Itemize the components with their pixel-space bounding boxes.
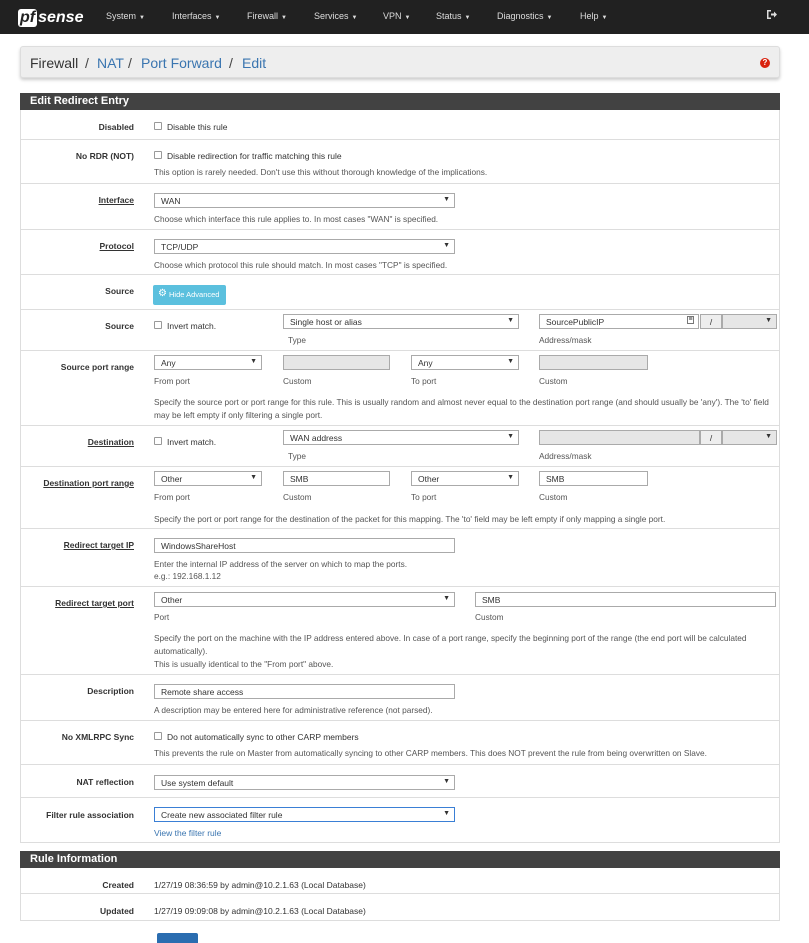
help-text: Choose which interface this rule applies to. In most cases "WAN" is specified. xyxy=(154,214,439,224)
nat-reflection-select[interactable]: Use system default ▼ xyxy=(154,775,455,790)
hide-advanced-button[interactable]: ⚙ Hide Advanced xyxy=(153,285,226,305)
help-text: Enter the internal IP address of the server on which to map the ports. xyxy=(154,559,408,569)
disable-rule-checkbox[interactable] xyxy=(154,122,162,130)
menu-services[interactable]: Services ▼ xyxy=(314,11,358,21)
breadcrumb-firewall: Firewall xyxy=(30,55,79,71)
top-navbar xyxy=(0,0,809,34)
source-port-to-custom[interactable] xyxy=(539,355,648,370)
help-text: Specify the port or port range for the destination of the packet for this mapping. The 'to' field may be left empty if only mapping a single port. xyxy=(154,514,666,524)
row-source-port-range xyxy=(20,351,780,426)
sublabel: Type xyxy=(288,451,306,461)
caret-down-icon: ▼ xyxy=(351,15,358,21)
breadcrumb xyxy=(20,46,780,78)
field-label: No XMLRPC Sync xyxy=(61,732,134,742)
save-button[interactable] xyxy=(157,933,198,943)
breadcrumb-separator: / xyxy=(229,55,233,71)
breadcrumb-port-forward[interactable]: Port Forward xyxy=(141,55,222,71)
caret-down-icon: ▼ xyxy=(546,15,553,21)
source-invert-checkbox[interactable] xyxy=(154,321,162,329)
source-type-select[interactable]: Single host or alias ▼ xyxy=(283,314,519,329)
caret-down-icon: ▼ xyxy=(464,15,471,21)
checkbox-label: Disable this rule xyxy=(167,122,228,132)
xmlrpc-checkbox[interactable] xyxy=(154,732,162,740)
interface-select[interactable]: WAN ▼ xyxy=(154,193,455,208)
caret-down-icon: ▼ xyxy=(139,15,145,21)
redirect-ip-input[interactable]: WindowsShareHost xyxy=(154,538,455,553)
dest-port-from-custom[interactable]: SMB xyxy=(283,471,390,486)
row-destination xyxy=(20,426,780,467)
sublabel: Address/mask xyxy=(539,335,592,345)
sign-out-icon[interactable] xyxy=(766,9,778,23)
row-description xyxy=(20,675,780,721)
menu-diagnostics[interactable]: Diagnostics ▼ xyxy=(497,11,553,21)
source-port-from-select[interactable]: Any ▼ xyxy=(154,355,262,370)
menu-system[interactable]: System ▼ xyxy=(106,11,145,21)
dest-port-from-select[interactable]: Other ▼ xyxy=(154,471,262,486)
row-xmlrpc xyxy=(20,721,780,765)
sublabel: Custom xyxy=(539,492,568,502)
caret-down-icon: ▼ xyxy=(281,15,287,21)
checkbox-label: Invert match. xyxy=(167,437,217,447)
mask-separator: / xyxy=(700,314,722,329)
dest-port-to-custom[interactable]: SMB xyxy=(539,471,648,486)
field-label: Disabled xyxy=(98,122,134,132)
row-destination-port-range xyxy=(20,467,780,529)
sublabel: To port xyxy=(411,376,437,386)
caret-down-icon: ▼ xyxy=(404,15,411,21)
field-label: Protocol xyxy=(99,241,134,251)
sublabel: Type xyxy=(288,335,306,345)
source-address-input[interactable]: SourcePublicIP xyxy=(539,314,699,329)
row-nordr xyxy=(20,140,780,184)
contact-card-icon: ≡ xyxy=(688,316,693,323)
field-label: Updated xyxy=(100,906,134,916)
help-icon[interactable]: ? xyxy=(760,58,770,68)
row-created xyxy=(20,868,780,894)
field-label: Interface xyxy=(98,195,134,205)
sublabel: From port xyxy=(154,492,190,502)
breadcrumb-nat[interactable]: NAT xyxy=(97,55,124,71)
field-label: Redirect target port xyxy=(55,598,134,608)
breadcrumb-separator: / xyxy=(128,55,132,71)
menu-status[interactable]: Status ▼ xyxy=(436,11,471,21)
field-label: Source port range xyxy=(60,362,134,372)
help-text: Specify the source port or port range for this rule. This is usually random and almost never equal to the destination port range (and should usually be 'any'). The 'to' field may be left empty if only filtering a single port. xyxy=(154,397,769,420)
field-label: Filter rule association xyxy=(46,810,134,820)
destination-address-input[interactable] xyxy=(539,430,700,445)
checkbox-label: Invert match. xyxy=(167,321,217,331)
dest-port-to-select[interactable]: Other ▼ xyxy=(411,471,519,486)
gear-icon: ⚙ xyxy=(158,288,167,299)
sublabel: Custom xyxy=(283,376,312,386)
sublabel: To port xyxy=(411,492,437,502)
row-protocol xyxy=(20,230,780,275)
redirect-port-select[interactable]: Other ▼ xyxy=(154,592,455,607)
protocol-select[interactable]: TCP/UDP ▼ xyxy=(154,239,455,254)
description-input[interactable]: Remote share access xyxy=(154,684,455,699)
sublabel: Port xyxy=(154,612,170,622)
nordr-checkbox[interactable] xyxy=(154,151,162,159)
help-text: This option is rarely needed. Don't use this without thorough knowledge of the implications. xyxy=(154,167,488,177)
destination-mask-select[interactable] xyxy=(722,430,777,445)
row-interface xyxy=(20,184,780,230)
row-updated xyxy=(20,894,780,921)
pfsense-logo[interactable]: pf sense xyxy=(20,9,84,26)
menu-firewall[interactable]: Firewall ▼ xyxy=(247,11,287,21)
field-label: Redirect target IP xyxy=(63,540,134,550)
checkbox-label: Disable redirection for traffic matching this rule xyxy=(167,151,342,161)
mask-separator: / xyxy=(700,430,722,445)
row-redirect-port xyxy=(20,587,780,675)
row-disabled xyxy=(20,110,780,140)
row-filter-association xyxy=(20,798,780,843)
field-label: Source xyxy=(105,321,134,331)
filter-association-select[interactable]: Create new associated filter rule ▼ xyxy=(154,807,455,822)
field-label: No RDR (NOT) xyxy=(75,151,134,161)
panel-title-rule-information: Rule Information xyxy=(20,851,780,868)
help-text: This is usually identical to the "From port" above. xyxy=(154,659,334,669)
row-redirect-ip xyxy=(20,529,780,587)
menu-interfaces[interactable]: Interfaces ▼ xyxy=(172,11,221,21)
help-text: Choose which protocol this rule should match. In most cases "TCP" is specified. xyxy=(154,260,448,270)
panel-title-edit-redirect: Edit Redirect Entry xyxy=(20,93,780,110)
help-text: e.g.: 192.168.1.12 xyxy=(154,571,221,581)
field-label: Source xyxy=(105,286,134,296)
field-label: Created xyxy=(102,880,134,890)
destination-type-select[interactable]: WAN address ▼ xyxy=(283,430,519,445)
caret-down-icon: ▼ xyxy=(214,15,221,21)
field-label: Description xyxy=(87,686,134,696)
breadcrumb-edit[interactable]: Edit xyxy=(242,55,267,71)
source-port-to-select[interactable]: Any ▼ xyxy=(411,355,519,370)
sublabel: From port xyxy=(154,376,190,386)
sublabel: Custom xyxy=(283,492,312,502)
breadcrumb-separator: / xyxy=(85,55,89,71)
checkbox-label: Do not automatically sync to other CARP members xyxy=(167,732,359,742)
updated-value: 1/27/19 09:09:08 by admin@10.2.1.63 (Local Database) xyxy=(154,906,366,916)
created-value: 1/27/19 08:36:59 by admin@10.2.1.63 (Local Database) xyxy=(154,880,366,890)
row-source xyxy=(20,310,780,351)
help-text: Specify the port on the machine with the IP address entered above. In case of a port range, specify the beginning port of the range (the end port will be calculated automatically). xyxy=(154,633,747,656)
view-filter-rule-link[interactable]: View the filter rule xyxy=(154,828,222,838)
menu-help[interactable]: Help ▼ xyxy=(580,11,608,21)
caret-down-icon: ▼ xyxy=(601,15,608,21)
help-text: A description may be entered here for administrative reference (not parsed). xyxy=(154,705,433,715)
redirect-port-custom[interactable]: SMB xyxy=(475,592,776,607)
field-label: Destination xyxy=(87,437,134,447)
field-label: NAT reflection xyxy=(76,777,134,787)
field-label: Destination port range xyxy=(43,478,134,488)
sublabel: Custom xyxy=(539,376,568,386)
sublabel: Address/mask xyxy=(539,451,592,461)
row-nat-reflection xyxy=(20,765,780,798)
row-source-advanced xyxy=(20,275,780,310)
sublabel: Custom xyxy=(475,612,504,622)
source-mask-select[interactable] xyxy=(722,314,777,329)
source-port-from-custom[interactable] xyxy=(283,355,390,370)
sign-out-glyph xyxy=(766,9,778,20)
destination-invert-checkbox[interactable] xyxy=(154,437,162,445)
menu-vpn[interactable]: VPN ▼ xyxy=(383,11,411,21)
help-text: This prevents the rule on Master from automatically syncing to other CARP members. This does NOT prevent the rule from being overwritten on Slave. xyxy=(154,748,707,758)
